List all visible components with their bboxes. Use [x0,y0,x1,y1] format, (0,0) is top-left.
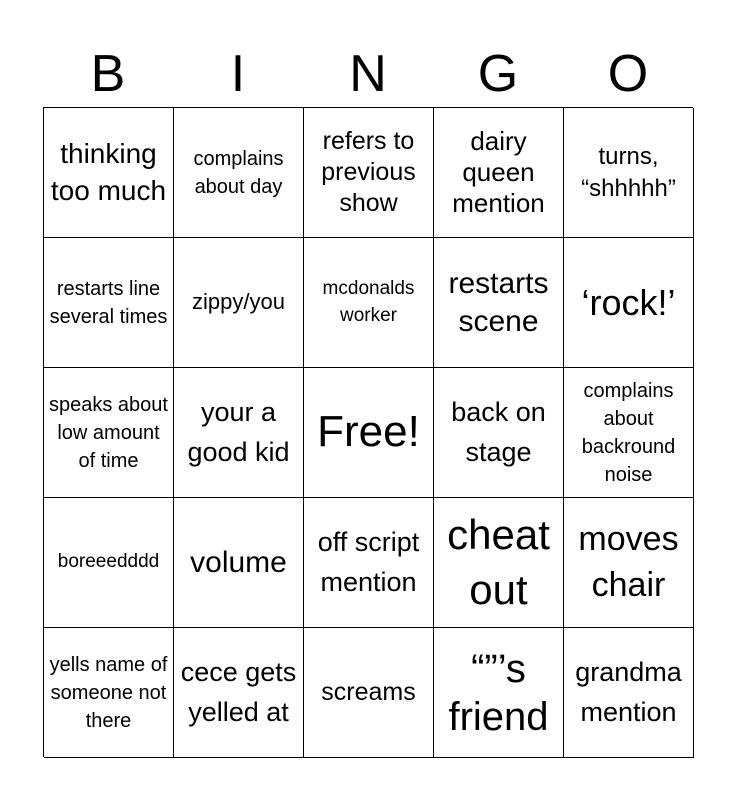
bingo-cell[interactable] [304,498,434,628]
header-letter-b: B [90,45,126,103]
bingo-cell-text: dairy queen mention [452,125,545,219]
header-letter-i: I [230,45,246,103]
bingo-cell[interactable] [44,108,174,238]
bingo-cell-text: grandma mention [575,657,682,727]
bingo-cell-text: turns, “shhhhh” [581,143,676,202]
bingo-cell-text: restarts line several times [49,277,168,328]
bingo-cell[interactable] [174,498,304,628]
bingo-cell[interactable] [564,108,694,238]
bingo-cell[interactable] [564,368,694,498]
bingo-cell[interactable] [174,238,304,368]
bingo-cell-text: boreeedddd [57,551,160,573]
bingo-cell-text: “”’s friend [448,646,549,739]
header-letter-g: G [477,45,519,103]
bingo-cell[interactable] [44,498,174,628]
bingo-cell-text: yells name of someone not there [49,653,168,732]
bingo-cell[interactable] [564,628,694,758]
bingo-cell-text: cece gets yelled at [180,657,297,727]
free-cell-text: Free! [317,407,420,457]
bingo-cell-text: zippy/you [192,289,285,315]
bingo-cell-text: complains about day [193,147,284,198]
bingo-cell[interactable] [434,628,564,758]
bingo-cell-text: restarts scene [448,267,549,338]
bingo-cell[interactable] [44,628,174,758]
bingo-cell[interactable] [304,628,434,758]
bingo-cell-text: your a good kid [187,397,290,467]
bingo-cell-text: moves chair [578,519,679,604]
bingo-cell-text: mcdonalds worker [322,277,415,326]
header-letter-o: O [607,45,649,103]
bingo-cell[interactable] [174,108,304,238]
bingo-cell[interactable] [174,628,304,758]
bingo-cell-text: ‘rock!’ [581,281,676,323]
bingo-cell[interactable] [434,238,564,368]
bingo-cell-text: screams [321,677,416,706]
bingo-cell[interactable] [434,368,564,498]
bingo-grid [43,107,693,757]
bingo-cell-text: back on stage [451,397,546,467]
bingo-cell[interactable] [564,498,694,628]
bingo-cell-text: thinking too much [50,138,167,206]
bingo-cell-text: complains about backround noise [581,379,676,486]
header-letter-n: N [349,45,387,103]
bingo-cell[interactable] [44,368,174,498]
bingo-cell-text: off script mention [317,527,420,597]
bingo-cell-text: cheat out [447,510,550,613]
bingo-cell[interactable] [304,108,434,238]
bingo-cell-text: speaks about low amount of time [49,393,168,472]
bingo-cell[interactable] [564,238,694,368]
free-cell[interactable] [304,368,434,498]
bingo-cell[interactable] [304,238,434,368]
bingo-cell[interactable] [434,498,564,628]
bingo-cell[interactable] [44,238,174,368]
bingo-cell[interactable] [434,108,564,238]
bingo-cell-text: refers to previous show [321,126,416,218]
bingo-header [43,40,693,108]
bingo-cell-text: volume [190,545,287,579]
bingo-cell[interactable] [174,368,304,498]
